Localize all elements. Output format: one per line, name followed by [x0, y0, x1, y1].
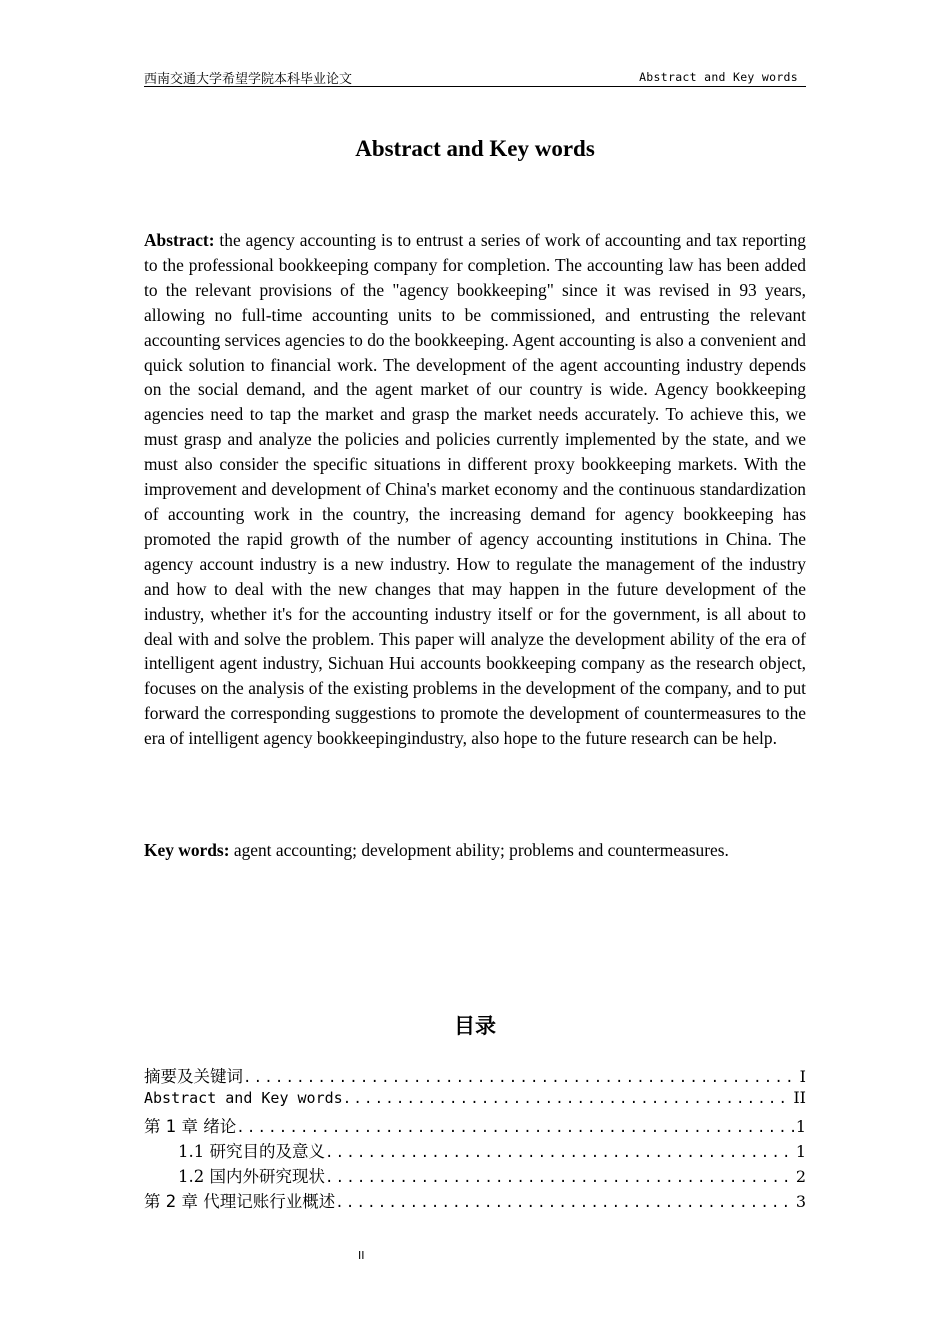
header-section: Abstract and Key words — [639, 70, 798, 84]
toc-dot-leader — [236, 1120, 794, 1136]
abstract-text: the agency accounting is to entrust a series of work of accounting and tax reporting to the professional bookkeeping company for completion. The accounting law has been added to the relevant provisions of the "agency bookkeeping" since it was revised in 93 years, allowing no full-time accounting units to be commissioned, and entrusting the relevant accounting services agencies to do the bookkeeping. Agent accounting is also a convenient and quick solution to financial work. The development of the agent accounting industry depends on the social demand, and the agent market of our country is wide. Agency bookkeeping agencies need to tap the market and grasp the market needs accurately. To achieve this, we must grasp and analyze the policies and policies currently implemented by the state, and we must also consider the specific situations in different proxy bookkeeping markets. With the improvement and development of China's market economy and the continuous standardization of accounting work in the country, the increasing demand for agency bookkeeping has promoted the rapid growth of the number of agency accounting institutions in China. The agency account industry is a new industry. How to regulate the management of the industry and how to deal with the new changes that may happen in the future development of the industry, whether it's for the accounting industry itself or for the government, is all about to deal with and solve the problem. This paper will analyze the development ability of the era of intelligent agent industry, Sichuan Hui accounts bookkeeping company as the research object, focuses on the analysis of the existing problems in the development of the company, and to put forward the corresponding suggestions to promote the development of countermeasures to the era of intelligent agency bookkeepingindustry, also hope to the future research can be help. — [144, 230, 806, 749]
header-university: 西南交通大学希望学院本科毕业论文 — [144, 72, 353, 87]
toc-entry-abstract-cn[interactable] — [144, 1063, 806, 1088]
toc-entry-section-1-2[interactable] — [144, 1163, 806, 1188]
toc-entry-page: I — [799, 1067, 806, 1086]
toc-entry-chapter-2[interactable] — [144, 1188, 806, 1213]
toc-entry-abstract-en[interactable] — [144, 1088, 806, 1113]
toc-entry-section-1-1[interactable] — [144, 1138, 806, 1163]
keywords-label: Key words: — [144, 840, 230, 860]
page-number: II — [358, 1249, 365, 1262]
page-title: Abstract and Key words — [355, 136, 595, 161]
toc-entry-label: 摘要及关键词 — [144, 1067, 243, 1086]
toc-entry-page: 1 — [795, 1117, 806, 1136]
toc-entry-label: 1.2 国内外研究现状 — [178, 1167, 325, 1186]
toc-entry-chapter-1[interactable] — [144, 1113, 806, 1138]
toc-entry-label: 第 2 章 代理记账行业概述 — [144, 1192, 336, 1211]
toc-entry-page: 1 — [795, 1142, 806, 1161]
toc-dot-leader — [335, 1195, 794, 1211]
running-header — [144, 66, 806, 87]
toc-dot-leader — [325, 1170, 794, 1186]
toc-entry-label: 1.1 研究目的及意义 — [178, 1142, 325, 1161]
table-of-contents — [144, 1063, 806, 1213]
toc-entry-page: II — [793, 1088, 806, 1107]
keywords-paragraph — [144, 838, 806, 863]
toc-dot-leader — [343, 1091, 792, 1107]
toc-title: 目录 — [454, 1014, 496, 1038]
toc-entry-label: 第 1 章 绪论 — [144, 1117, 237, 1136]
toc-dot-leader — [243, 1070, 798, 1086]
keywords-text: agent accounting; development ability; problems and countermeasures. — [229, 840, 729, 860]
abstract-label: Abstract: — [144, 230, 215, 250]
toc-entry-label: Abstract and Key words — [144, 1089, 343, 1107]
abstract-paragraph — [144, 228, 806, 751]
toc-entry-page: 3 — [795, 1192, 806, 1211]
toc-dot-leader — [325, 1145, 794, 1161]
toc-entry-page: 2 — [795, 1167, 806, 1186]
